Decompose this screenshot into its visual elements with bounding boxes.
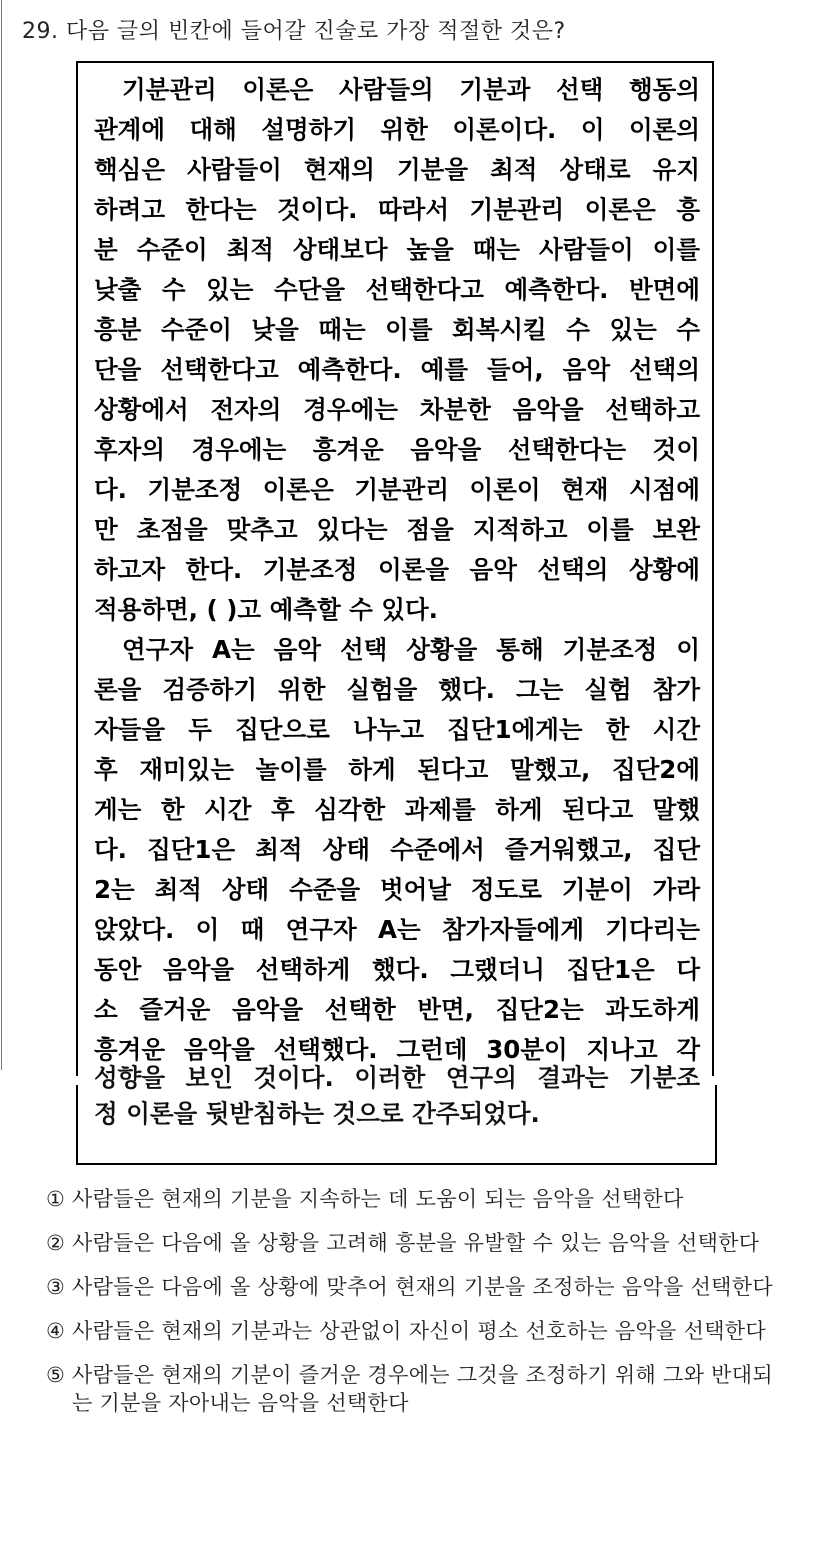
answer-choices [46, 1185, 786, 1433]
choice-text: 사람들은 현재의 기분을 지속하는 데 도움이 되는 음악을 선택한다 [72, 1187, 684, 1211]
passage-line: 기분관리 이론은 사람들의 기분과 선택 행동의 [122, 75, 700, 104]
passage-line: 흥분 수준이 낮을 때는 이를 회복시킬 수 있는 수 [94, 315, 700, 344]
passage-line: 흥겨운 음악을 선택했다. 그런데 30분이 지나고 각 [94, 1035, 700, 1064]
choice-5[interactable] [46, 1361, 786, 1417]
passage-line: 상황에서 전자의 경우에는 차분한 음악을 선택하고 [94, 395, 700, 424]
passage-line: 하려고 한다는 것이다. 따라서 기분관리 이론은 흥 [94, 195, 700, 224]
choice-number: ② [46, 1231, 66, 1255]
passage-line: 앉았다. 이 때 연구자 A는 참가자들에게 기다리는 [94, 915, 700, 944]
choice-1[interactable] [46, 1185, 786, 1213]
choice-number: ⑤ [46, 1363, 66, 1387]
passage-line: 다. 집단1은 최적 상태 수준에서 즐거워했고, 집단 [94, 835, 700, 864]
passage-line: 관계에 대해 설명하기 위한 이론이다. 이 이론의 [94, 115, 700, 144]
passage-line: 만 초점을 맞추고 있다는 점을 지적하고 이를 보완 [94, 515, 700, 544]
passage-line: 론을 검증하기 위한 실험을 했다. 그는 실험 참가 [94, 675, 700, 704]
passage-line: 후 재미있는 놀이를 하게 된다고 말했고, 집단2에 [94, 755, 700, 784]
passage-box-continuation [76, 1063, 717, 1165]
passage-clipped-line: 성향을 보인 것이다. 이러한 연구의 결과는 기분조 [94, 1063, 700, 1092]
choice-number: ① [46, 1187, 66, 1211]
passage-line: 핵심은 사람들이 현재의 기분을 최적 상태로 유지 [94, 155, 700, 184]
passage-box [76, 61, 714, 1076]
choice-text: 사람들은 다음에 올 상황을 고려해 흥분을 유발할 수 있는 음악을 선택한다 [72, 1231, 760, 1255]
choice-number: ③ [46, 1275, 66, 1299]
passage-line: 소 즐거운 음악을 선택한 반면, 집단2는 과도하게 [94, 995, 700, 1024]
choice-3[interactable] [46, 1273, 786, 1301]
question-title: 29. 다음 글의 빈칸에 들어갈 진술로 가장 적절한 것은? [22, 19, 566, 44]
passage-line: 낮출 수 있는 수단을 선택한다고 예측한다. 반면에 [94, 275, 700, 304]
passage-line: 연구자 A는 음악 선택 상황을 통해 기분조정 이 [122, 635, 700, 664]
choice-number: ④ [46, 1319, 66, 1343]
choice-4[interactable] [46, 1317, 786, 1345]
choice-text: 사람들은 다음에 올 상황에 맞추어 현재의 기분을 조정하는 음악을 선택한다 [72, 1275, 773, 1299]
page-left-border [1, 0, 2, 1070]
choice-2[interactable] [46, 1229, 786, 1257]
choice-text: 사람들은 현재의 기분이 즐거운 경우에는 그것을 조정하기 위해 그와 반대되는 기분을 자아내는 음악을 선택한다 [72, 1363, 773, 1415]
passage-line: 단을 선택한다고 예측한다. 예를 들어, 음악 선택의 [94, 355, 700, 384]
passage-line: 2는 최적 상태 수준을 벗어날 정도로 기분이 가라 [94, 875, 700, 904]
passage-line: 동안 음악을 선택하게 했다. 그랬더니 집단1은 다 [94, 955, 700, 984]
passage-line: 자들을 두 집단으로 나누고 집단1에게는 한 시간 [94, 715, 700, 744]
passage-line: 게는 한 시간 후 심각한 과제를 하게 된다고 말했 [94, 795, 700, 824]
passage-line: 분 수준이 최적 상태보다 높을 때는 사람들이 이를 [94, 235, 700, 264]
choice-text: 사람들은 현재의 기분과는 상관없이 자신이 평소 선호하는 음악을 선택한다 [72, 1319, 766, 1343]
passage-line: 하고자 한다. 기분조정 이론을 음악 선택의 상황에 [94, 555, 700, 584]
passage-line: 다. 기분조정 이론은 기분관리 이론이 현재 시점에 [94, 475, 700, 504]
passage-final-line: 정 이론을 뒷받침하는 것으로 간주되었다. [94, 1099, 540, 1128]
passage-line-with-blank: 적용하면, ( )고 예측할 수 있다. [94, 595, 438, 624]
passage-line: 후자의 경우에는 흥겨운 음악을 선택한다는 것이 [94, 435, 700, 464]
